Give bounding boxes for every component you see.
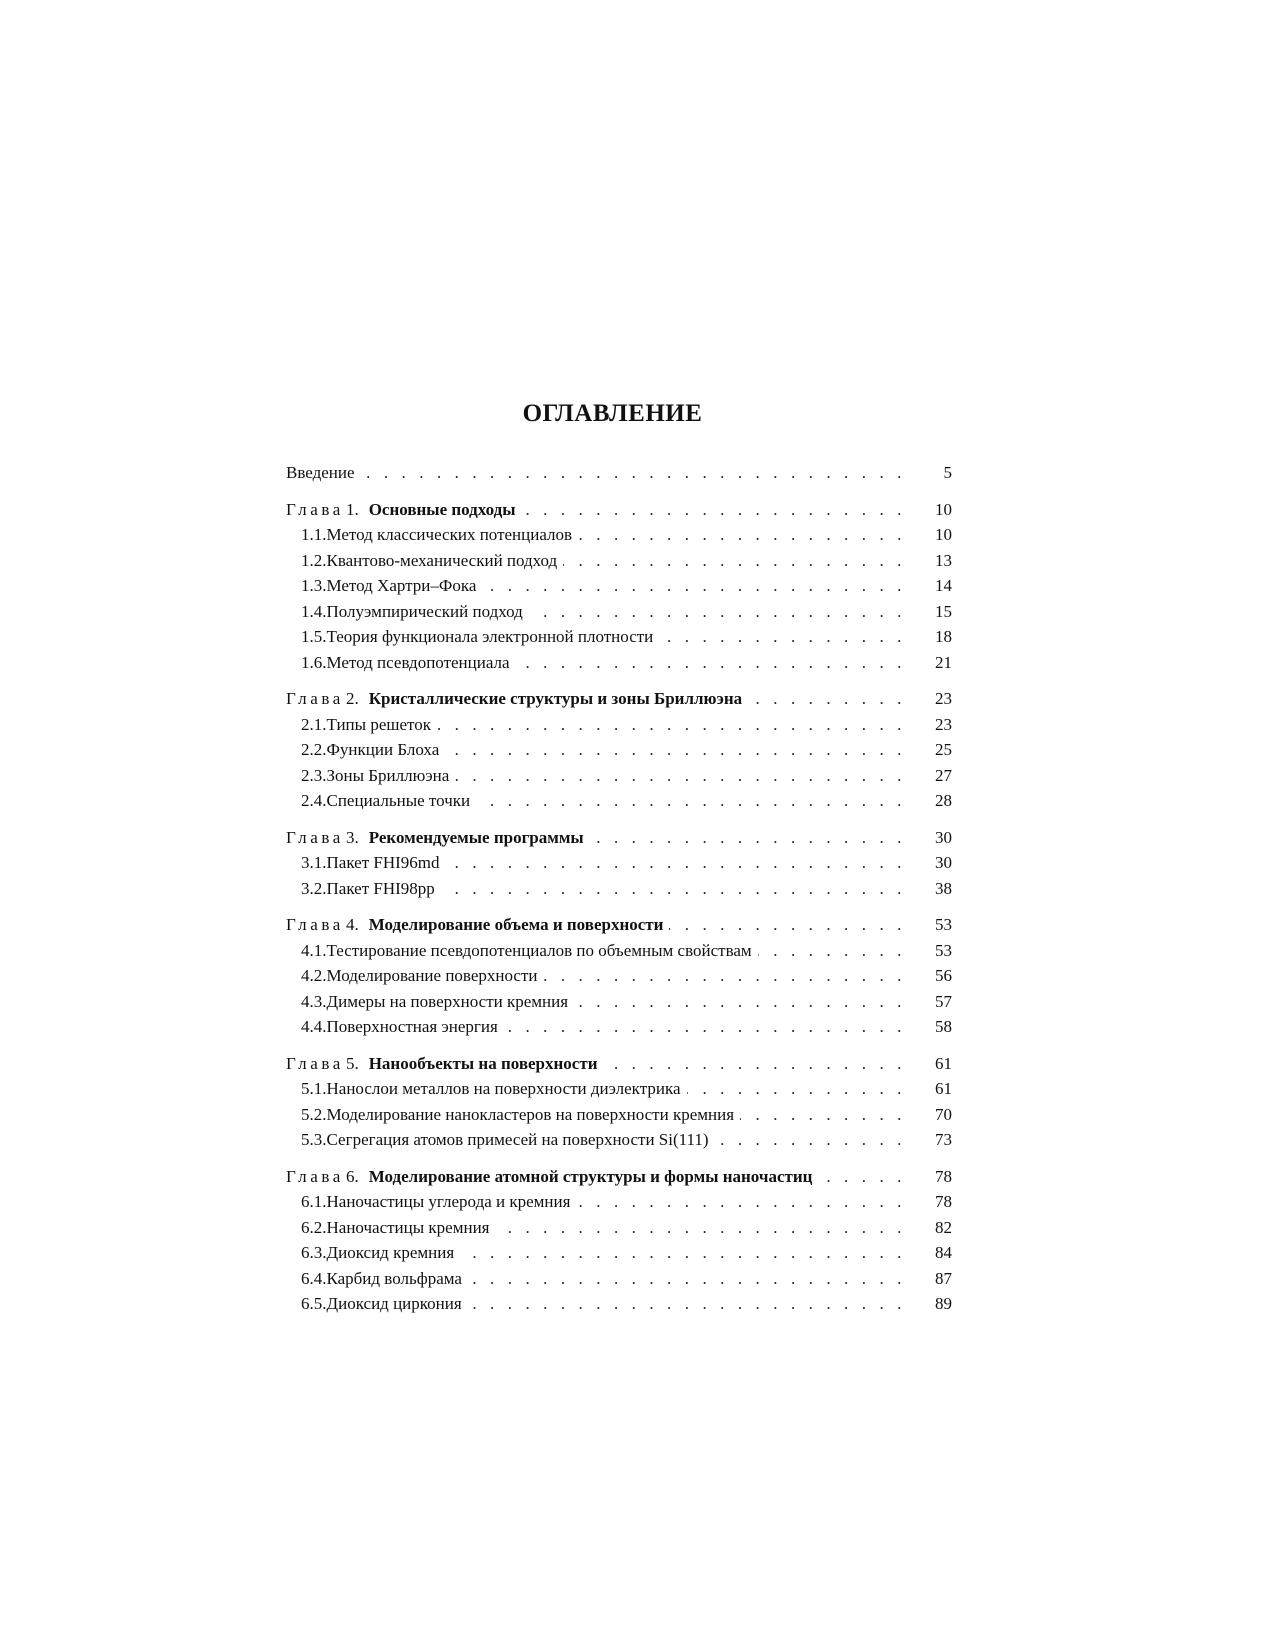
toc-section-label: [301, 522, 572, 548]
leader-dots: [818, 1164, 906, 1190]
leader-dots: [529, 599, 906, 625]
chapter-title: Рекомендуемые программы: [368, 827, 584, 847]
toc-page-number: 89: [935, 1294, 952, 1313]
toc-chapter-label: [286, 1051, 598, 1077]
toc-chapter-label: [286, 825, 584, 851]
section-title: Метод Хартри–Фока: [326, 576, 477, 595]
leader-dots: [669, 912, 906, 938]
leader-dots: [361, 460, 906, 486]
toc-page-number: 13: [935, 550, 952, 570]
leader-dots: [437, 712, 906, 738]
toc-page-number: 57: [935, 991, 952, 1011]
toc-page-number: 25: [935, 740, 952, 759]
toc-chapter-row[interactable]: [286, 825, 952, 851]
section-number: 4.4.: [301, 1017, 327, 1036]
toc-section-label: [301, 573, 476, 599]
leader-dots: [687, 1076, 907, 1102]
section-title: Тестирование псевдопотенциалов по объемным свойствам: [326, 940, 752, 960]
toc-section-label: [301, 712, 431, 738]
section-number: 3.2.: [301, 878, 327, 898]
leader-dots: [604, 1051, 907, 1077]
section-number: 1.4.: [301, 601, 327, 621]
toc-section-label: [301, 1291, 462, 1317]
chapter-word: Глава: [286, 827, 344, 847]
toc-section-row[interactable]: [286, 1076, 952, 1102]
toc-section-label: [301, 963, 537, 989]
toc-section-label: [301, 1102, 734, 1128]
section-number: 6.2.: [301, 1217, 327, 1237]
leader-dots: [740, 1102, 906, 1128]
section-number: 5.2.: [301, 1104, 327, 1124]
toc-section-row[interactable]: [286, 712, 952, 738]
toc-chapter-row[interactable]: [286, 686, 952, 712]
section-number: 5.3.: [301, 1130, 327, 1149]
chapter-word: Глава: [286, 499, 344, 519]
toc-page-number: 53: [935, 940, 952, 960]
leader-dots: [504, 1014, 906, 1040]
leader-dots: [574, 989, 906, 1015]
toc-section-row[interactable]: [286, 1215, 952, 1241]
section-title: Метод псевдопотенциала: [326, 652, 510, 672]
leader-dots: [482, 573, 906, 599]
section-title: Нанослои металлов на поверхности диэлектрика: [326, 1079, 681, 1098]
toc-section-label: [301, 737, 439, 763]
chapter-title: Моделирование объема и поверхности: [368, 915, 664, 934]
toc-section-label: [301, 1215, 490, 1241]
chapter-title: Основные подходы: [368, 499, 516, 519]
chapter-number: 3.: [345, 827, 359, 847]
toc-section-label: [301, 1127, 709, 1153]
section-title: Моделирование поверхности: [326, 966, 538, 985]
toc-section-label: [301, 1189, 570, 1215]
toc-intro-row[interactable]: [286, 460, 952, 486]
toc-section-row[interactable]: [286, 1014, 952, 1040]
toc-page-number: 10: [935, 499, 952, 519]
toc-page-number: 18: [935, 627, 952, 646]
section-number: 6.3.: [301, 1243, 327, 1262]
toc-page-number: 30: [935, 853, 952, 872]
chapter-word: Глава: [286, 915, 344, 934]
toc-page-number: 38: [935, 878, 952, 898]
toc-page-number: 21: [935, 652, 952, 672]
section-title: Поверхностная энергия: [326, 1017, 498, 1036]
section-title: Моделирование нанокластеров на поверхности кремния: [326, 1104, 735, 1124]
chapter-word: Глава: [286, 1166, 344, 1186]
toc-section-label: [301, 763, 449, 789]
leader-dots: [748, 686, 906, 712]
toc-chapter-label: [286, 686, 742, 712]
toc-chapter-row[interactable]: [286, 497, 952, 523]
toc-chapter-row[interactable]: [286, 912, 952, 938]
section-title: Зоны Бриллюэна: [326, 765, 450, 785]
section-number: 1.1.: [301, 525, 327, 544]
toc-chapter-label: [286, 497, 516, 523]
toc-page-number: 70: [935, 1104, 952, 1124]
section-number: 1.2.: [301, 550, 327, 570]
leader-dots: [468, 1266, 906, 1292]
section-title: Функции Блоха: [326, 740, 440, 759]
leader-dots: [659, 624, 906, 650]
toc-section-label: [301, 1266, 462, 1292]
section-title: Полуэмпирический подход: [326, 601, 523, 621]
toc-page-number: 61: [935, 1053, 952, 1073]
toc-section-row[interactable]: [286, 1189, 952, 1215]
toc-section-row[interactable]: [286, 522, 952, 548]
toc-page-number: 61: [935, 1079, 952, 1098]
section-number: 4.3.: [301, 991, 327, 1011]
toc-section-row[interactable]: [286, 1266, 952, 1292]
toc-page-number: 78: [935, 1192, 952, 1211]
toc-section-label: [301, 548, 557, 574]
toc-section-row[interactable]: [286, 788, 952, 814]
toc-section-label: [301, 788, 470, 814]
section-number: 5.1.: [301, 1079, 327, 1098]
toc-page-number: 28: [935, 791, 952, 810]
section-number: 2.2.: [301, 740, 327, 759]
chapter-title: Кристаллические структуры и зоны Бриллюэна: [368, 689, 743, 708]
section-title: Квантово-механический подход: [326, 550, 558, 570]
section-title: Специальные точки: [326, 791, 471, 810]
section-title: Димеры на поверхности кремния: [326, 991, 569, 1011]
toc-page-number: 23: [935, 689, 952, 708]
toc-section-label: [301, 989, 568, 1015]
toc-page-number: 15: [935, 601, 952, 621]
leader-dots: [522, 497, 906, 523]
toc-page-number: 56: [935, 966, 952, 985]
toc-section-row[interactable]: [286, 938, 952, 964]
leader-dots: [460, 1240, 906, 1266]
toc-section-label: [301, 938, 752, 964]
toc-page-number: 30: [935, 827, 952, 847]
toc-chapter-label: [286, 912, 663, 938]
toc-section-label: [301, 599, 523, 625]
toc-section-row[interactable]: [286, 763, 952, 789]
toc-page-number: 78: [935, 1166, 952, 1186]
chapter-number: 6.: [345, 1166, 359, 1186]
chapter-number: 4.: [345, 915, 359, 934]
toc-section-row[interactable]: [286, 1291, 952, 1317]
section-number: 3.1.: [301, 853, 327, 872]
toc-page-number: 14: [935, 576, 952, 595]
toc-chapter-label: [286, 1164, 812, 1190]
leader-dots: [715, 1127, 906, 1153]
section-number: 6.1.: [301, 1192, 327, 1211]
section-title: Диоксид кремния: [326, 1243, 455, 1262]
toc-page-number: 84: [935, 1243, 952, 1262]
section-number: 6.5.: [301, 1294, 327, 1313]
leader-dots: [445, 737, 906, 763]
table-of-contents: [286, 460, 952, 1317]
toc-page-number: 58: [935, 1017, 952, 1036]
section-title: Типы решеток: [326, 714, 431, 734]
leader-dots: [543, 963, 906, 989]
toc-section-row[interactable]: [286, 1102, 952, 1128]
section-title: Пакет FHI96md: [326, 853, 440, 872]
leader-dots: [576, 1189, 906, 1215]
toc-page-number: 27: [935, 765, 952, 785]
toc-section-row[interactable]: [286, 599, 952, 625]
toc-section-row[interactable]: [286, 650, 952, 676]
leader-dots: [476, 788, 906, 814]
chapter-title: Нанообъекты на поверхности: [368, 1053, 598, 1073]
section-title: Теория функционала электронной плотности: [326, 627, 654, 646]
toc-section-row[interactable]: [286, 963, 952, 989]
section-number: 2.4.: [301, 791, 327, 810]
toc-page-number: 82: [935, 1217, 952, 1237]
section-title: Наночастицы углерода и кремния: [326, 1192, 571, 1211]
toc-section-label: [301, 650, 510, 676]
toc-page-number: 23: [935, 714, 952, 734]
toc-page-number: 5: [943, 463, 952, 482]
leader-dots: [441, 876, 906, 902]
leader-dots: [758, 938, 906, 964]
leader-dots: [516, 650, 906, 676]
toc-section-row[interactable]: [286, 737, 952, 763]
leader-dots: [590, 825, 906, 851]
chapter-word: Глава: [286, 1053, 344, 1073]
toc-section-label: [301, 1076, 681, 1102]
section-title: Пакет FHI98pp: [326, 878, 435, 898]
section-title: Карбид вольфрама: [326, 1268, 462, 1288]
chapter-number: 5.: [345, 1053, 359, 1073]
toc-section-row[interactable]: [286, 989, 952, 1015]
leader-dots: [446, 850, 907, 876]
leader-dots: [563, 548, 906, 574]
section-title: Сегрегация атомов примесей на поверхности Si(111): [326, 1130, 709, 1149]
toc-section-row[interactable]: [286, 1240, 952, 1266]
section-title: Метод классических потенциалов: [326, 525, 573, 544]
leader-dots: [578, 522, 906, 548]
section-number: 4.2.: [301, 966, 327, 985]
toc-section-row[interactable]: [286, 624, 952, 650]
chapter-word: Глава: [286, 689, 344, 708]
toc-section-label: [301, 624, 653, 650]
toc-intro-label: Введение: [286, 463, 355, 482]
toc-section-row[interactable]: [286, 573, 952, 599]
toc-section-row[interactable]: [286, 548, 952, 574]
section-number: 4.1.: [301, 940, 327, 960]
section-number: 2.3.: [301, 765, 327, 785]
section-number: 1.3.: [301, 576, 327, 595]
toc-section-label: [301, 1240, 454, 1266]
leader-dots: [455, 763, 906, 789]
toc-section-row[interactable]: [286, 1127, 952, 1153]
toc-page-number: 87: [935, 1268, 952, 1288]
toc-chapter-row[interactable]: [286, 1164, 952, 1190]
page-title: ОГЛАВЛЕНИЕ: [522, 400, 703, 427]
section-number: 1.5.: [301, 627, 327, 646]
section-title: Наночастицы кремния: [326, 1217, 490, 1237]
section-number: 1.6.: [301, 652, 327, 672]
toc-section-label: [301, 1014, 498, 1040]
toc-page-number: 53: [935, 915, 952, 934]
toc-section-row[interactable]: [286, 850, 952, 876]
toc-chapter-row[interactable]: [286, 1051, 952, 1077]
chapter-number: 1.: [345, 499, 359, 519]
toc-page-number: 10: [935, 525, 952, 544]
section-number: 2.1.: [301, 714, 327, 734]
section-number: 6.4.: [301, 1268, 327, 1288]
toc-section-label: [301, 876, 435, 902]
leader-dots: [468, 1291, 906, 1317]
toc-section-row[interactable]: [286, 876, 952, 902]
leader-dots: [496, 1215, 907, 1241]
chapter-title: Моделирование атомной структуры и формы наночастиц: [368, 1166, 813, 1186]
toc-page-number: 73: [935, 1130, 952, 1149]
chapter-number: 2.: [345, 689, 359, 708]
toc-section-label: [301, 850, 440, 876]
section-title: Диоксид циркония: [326, 1294, 462, 1313]
